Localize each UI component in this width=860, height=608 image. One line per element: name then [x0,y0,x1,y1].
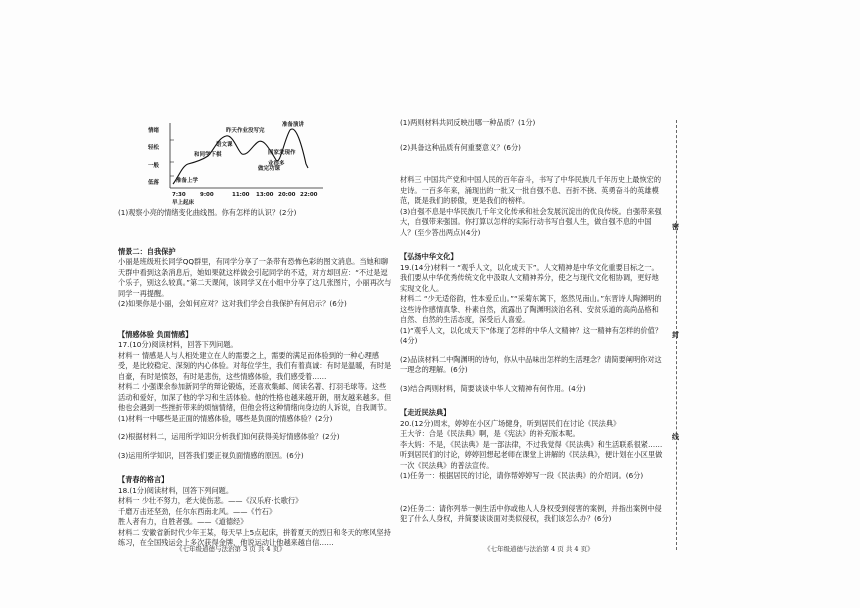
mood-chart [118,118,328,208]
material-5: 材料三 中国共产党和中国人民的百年奋斗，书写了中华民族几千年历史上最恢宏的史诗。一百多年来，涌现出的一批又一批自强不息、百折不挠、英勇奋斗的英雄模范，既是我们的骄傲，更是我们的榜样。 [400,175,662,205]
chart-annotation: 准备演讲 [282,122,305,128]
chart-ylabel: 轻松 [148,145,160,151]
question-18-3: (3)自强不息是中华民族几千年文化传承和社会发展沉淀出的优良传统。自强带来强大，自强带来强国。你打算以怎样的实际行动书写自强人生，做自强不息的中国人？(至少答出两点)(4分) [400,206,662,237]
question-19-3: (3)结合两则材料，简要谈谈中华人文精神有何作用。(4分) [400,383,586,393]
chart-annotation: 回家发现作业很多 [268,150,296,167]
task-1: (1)任务一：根据居民的讨论，请你帮婷婷写一段《民法典》的介绍词。(6分) [400,471,644,480]
chart-xlabel: 22:00 [300,192,318,198]
binding-char: 封 [672,331,679,339]
section-title: 【青春的格言】 [118,475,169,484]
chart-ylabel: 一般 [148,163,160,169]
question-19-1: (1)“观乎人文，以化成天下”体现了怎样的中华人文精神？这一精神有怎样的价值？(4分) [400,325,663,345]
scenario-text: 小丽是班级班长同学QQ群里，有同学分享了一条带有恐怖色彩的图文消息。当她和聊天群中看到这条消息后，她如果就这样做会引起同学的不适，对方却回应：“不过是逗个乐子，别这么较真。”第二天课间，该同学又在小组中分享了这几张图片，小丽再次与同学一再提醒。 [118,257,392,298]
footer-right: 《七年级道德与法治第 4 页 共 4 页》 [484,545,594,553]
footer-left: 《七年级道德与法治第 3 页 共 4 页》 [176,545,286,553]
dialogue-1: 王大爷：合是《民法典》啊，是《宪法》的补充版本呢。 [400,429,580,438]
chart-annotation: 语文课 [216,142,233,148]
chart-annotation: 和同学下棋 [194,152,222,158]
question-19: 19.(14分)材料一 “观乎人文，以化成天下”。人文精神是中华文化重要目标之一。我们要从中华优秀传统文化中汲取人文精神养分，使之与现代文化相协调，更好地实现文化人。 [400,262,659,293]
material-3c: 胜人者有力，自胜者强。——《道德经》 [118,517,248,526]
question-17-2: (2)根据材料二，运用所学知识分析我们如何获得美好情感体验？(2分) [118,432,340,441]
chart-xlabel: 11:00 [232,192,250,198]
chart-ylabel: 低落 [148,180,160,186]
section-title: 【弘扬中华文化】 [400,252,458,261]
question-17: 17.(10分)阅读材料，回答下列问题。 [118,340,238,349]
chart-annotation: 昨天作业没写完 [226,128,265,134]
chart-ylabel: 情绪 [148,128,160,134]
binding-char: 线 [672,433,679,441]
chart-annotation: 准备上学 [176,178,199,184]
question-1: (1)观察小亮的情绪变化曲线图。你有怎样的认识？(2分) [118,208,297,217]
binding-char: 密 [672,223,679,231]
section-title: 情景二：自我保护 [118,246,176,256]
left-column [118,118,393,549]
chart-xlabel: 13:00 [256,192,274,198]
material-6: 材料二 “少无适俗韵，性本爱丘山。”“采菊东篱下，悠然见南山。”东晋诗人陶渊明的这些诗作感情真挚、朴素自然，流露出了陶渊明淡泊名利、安贫乐道的高尚品格和自然、自然的生活态度，深受后人喜爱。 [400,294,662,324]
material-4: 材料二 安徽省新时代少年王某，每天早上5点起床，拼着夏天的烈日和冬天的寒风坚持练习，在全国残运会上多次获得金牌，他说运动让他越来越自信…… [118,527,391,547]
section-title: 【走近民法典】 [400,408,451,417]
dialogue-3: 听到居民们的讨论，婷婷回想起老师在课堂上讲解的《民法典》，便计划在小区里做一次《民法典》的普法宣传。 [400,450,663,470]
material-3a: 材料一 少壮不努力，老大徒伤悲。——《汉乐府·长歌行》 [118,496,303,505]
question-19-2: (2)品读材料二中陶渊明的诗句，你从中品味出怎样的生活理念？请简要阐明你对这一理念的理解。(6分) [400,354,662,374]
question-2: (2)如果你是小丽，会如何应对？这对我们学会自我保护有何启示？(6分) [118,299,347,308]
chart-annotation: 早上起床 [172,200,195,206]
chart-annotation: 做完功课 [258,166,281,172]
material-2: 材料二 小强课余参加新同学的辩论锻炼，还喜欢集邮、阅读名著、打羽毛球等。这些活动和爱好，加深了他的学习和生活体验。他的性格也越来越开朗，朋友越来越多。但他也会遇到一些挫折带来的烦恼情绪，但他会将这种情绪向身边的人诉说，自我调节。 [118,382,392,412]
question-18: 18.(1分)阅读材料，回答下列问题。 [118,485,234,495]
question-18-2: (2)具备这种品质有何重要意义？(6分) [400,142,521,152]
chart-xlabel: 20:00 [278,192,296,198]
chart-xlabel: 9:00 [200,192,214,198]
question-20: 20.(12分)周末，婷婷在小区广场健身，听到居民们在讨论《民法典》 [400,418,621,428]
question-17-3: (3)运用所学知识，回答我们要正视负面情感的原因。(6分) [118,450,304,460]
material-1: 材料一 情感是人与人相处建立在人的需要之上，需要的满足而体验到的一种心理感受，是比较稳定、深刻的内心体验。对每位学生，我们有着真诚：有时是温暖，有时是自豪，有时是愤怒，有时是悲伤，这些情感体验，我们感受着…… [118,350,392,381]
question-17-1: (1)材料一中哪些是正面的情感体验，哪些是负面的情感体验？(2分) [118,413,333,423]
right-column [400,118,665,525]
section-title: 【情感体验 负面情感】 [118,329,193,339]
task-2: (2)任务二：请你列举一例生活中你或他人人身权受到侵害的案例，并指出案例中侵犯了什么人身权，并简要谈谈面对类似侵权，我们该怎么办？(6分) [400,503,662,523]
question-18-1: (1)两则材料共同反映出哪一种品质？(1分) [400,118,536,127]
material-3b: 千磨万击还坚劲，任尔东西南北风。——《竹石》 [118,506,277,516]
chart-xlabel: 7:30 [172,192,186,198]
dialogue-2: 李大妈：不是，《民法典》是一部法律，不过我觉得《民法典》和生活联系很紧…… [400,439,663,449]
